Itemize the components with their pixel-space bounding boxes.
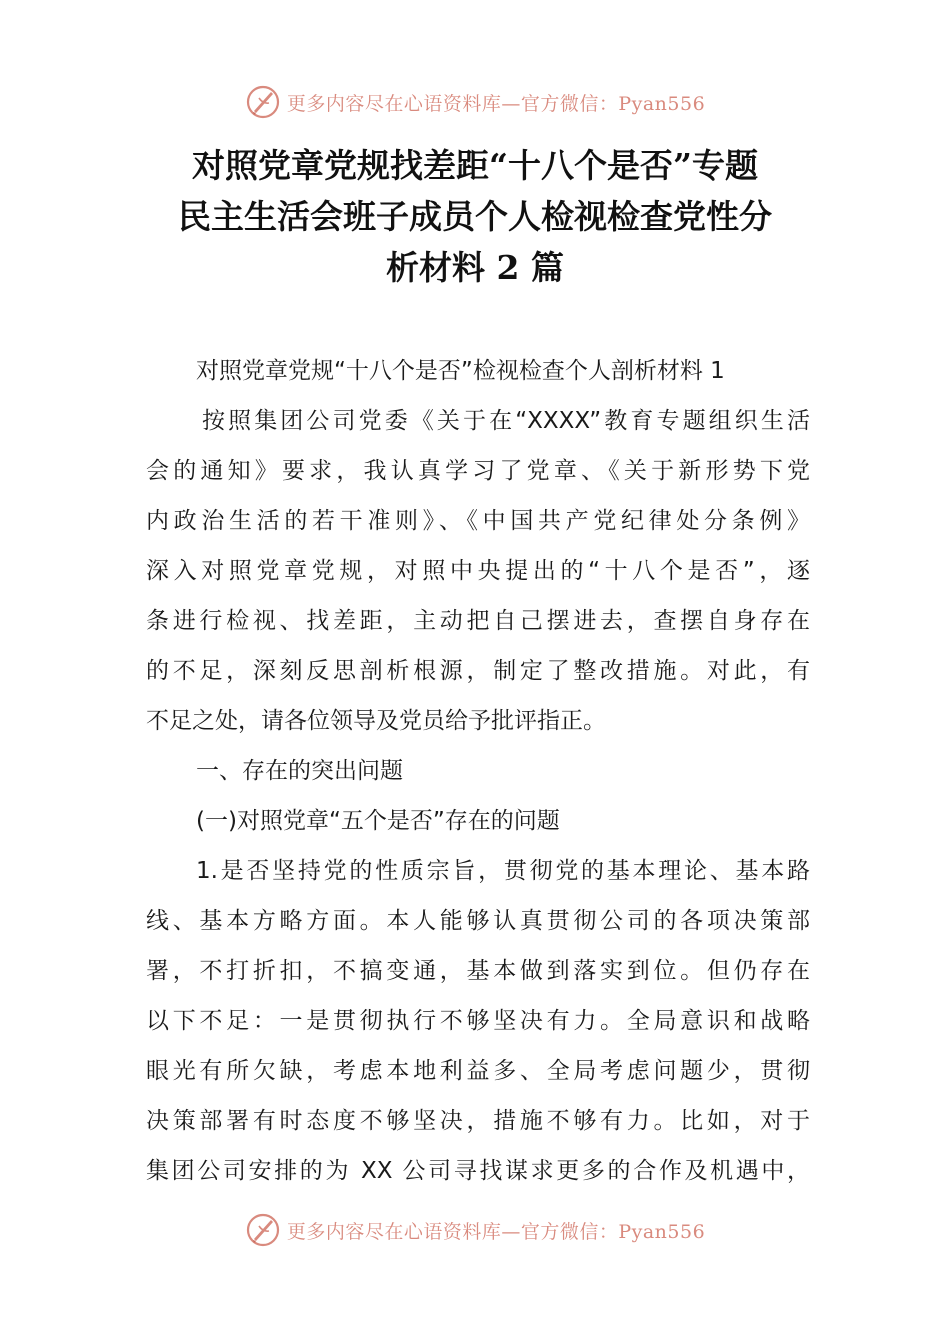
subsection-heading: (一)对照党章“五个是否”存在的问题 xyxy=(196,808,560,834)
paragraph-line: 决策部署有时态度不够坚决，措施不够有力。比如，对于 xyxy=(146,1108,810,1134)
quill-logo-icon xyxy=(245,84,281,120)
paragraph-line: 集团公司安排的为 XX 公司寻找谋求更多的合作及机遇中， xyxy=(146,1158,810,1184)
paragraph-line: 以下不足：一是贯彻执行不够坚决有力。全局意识和战略 xyxy=(146,1008,810,1034)
paragraph-line: 条进行检视、找差距，主动把自己摆进去，查摆自身存在 xyxy=(146,608,810,634)
document-title xyxy=(140,140,810,293)
section-heading: 对照党章党规“十八个是否”检视检查个人剖析材料 1 xyxy=(196,358,725,384)
watermark-text: 更多内容尽在心语资料库—官方微信：Pyan556 xyxy=(286,1220,706,1243)
watermark-banner-bottom xyxy=(0,1208,950,1252)
paragraph-line: 深入对照党章党规，对照中央提出的“十八个是否”，逐 xyxy=(146,558,810,584)
title-line: 民主生活会班子成员个人检视检查党性分 xyxy=(178,197,772,236)
paragraph-line: 不足之处，请各位领导及党员给予批评指正。 xyxy=(146,708,606,734)
paragraph-line: 按照集团公司党委《关于在“XXXX”教育专题组织生活 xyxy=(202,408,810,434)
paragraph-line: 会的通知》要求，我认真学习了党章、《关于新形势下党 xyxy=(146,458,810,484)
quill-logo-icon xyxy=(245,1212,281,1248)
paragraph-line: 的不足，深刻反思剖析根源，制定了整改措施。对此，有 xyxy=(146,658,810,684)
paragraph-line: 眼光有所欠缺，考虑本地利益多、全局考虑问题少，贯彻 xyxy=(146,1058,810,1084)
title-line: 对照党章党规找差距“十八个是否”专题 xyxy=(192,146,758,185)
paragraph-line: 内政治生活的若干准则》、《中国共产党纪律处分条例》 xyxy=(146,508,810,534)
watermark-banner-top xyxy=(0,80,950,124)
title-line: 析材料 2 篇 xyxy=(386,248,564,287)
watermark-text: 更多内容尽在心语资料库—官方微信：Pyan556 xyxy=(286,92,706,115)
section-heading: 一、存在的突出问题 xyxy=(196,758,403,784)
paragraph-line: 署，不打折扣，不搞变通，基本做到落实到位。但仍存在 xyxy=(146,958,810,984)
document-body xyxy=(146,346,810,1196)
paragraph-line: 线、基本方略方面。本人能够认真贯彻公司的各项决策部 xyxy=(146,908,810,934)
paragraph-line: 1.是否坚持党的性质宗旨，贯彻党的基本理论、基本路 xyxy=(196,858,810,884)
